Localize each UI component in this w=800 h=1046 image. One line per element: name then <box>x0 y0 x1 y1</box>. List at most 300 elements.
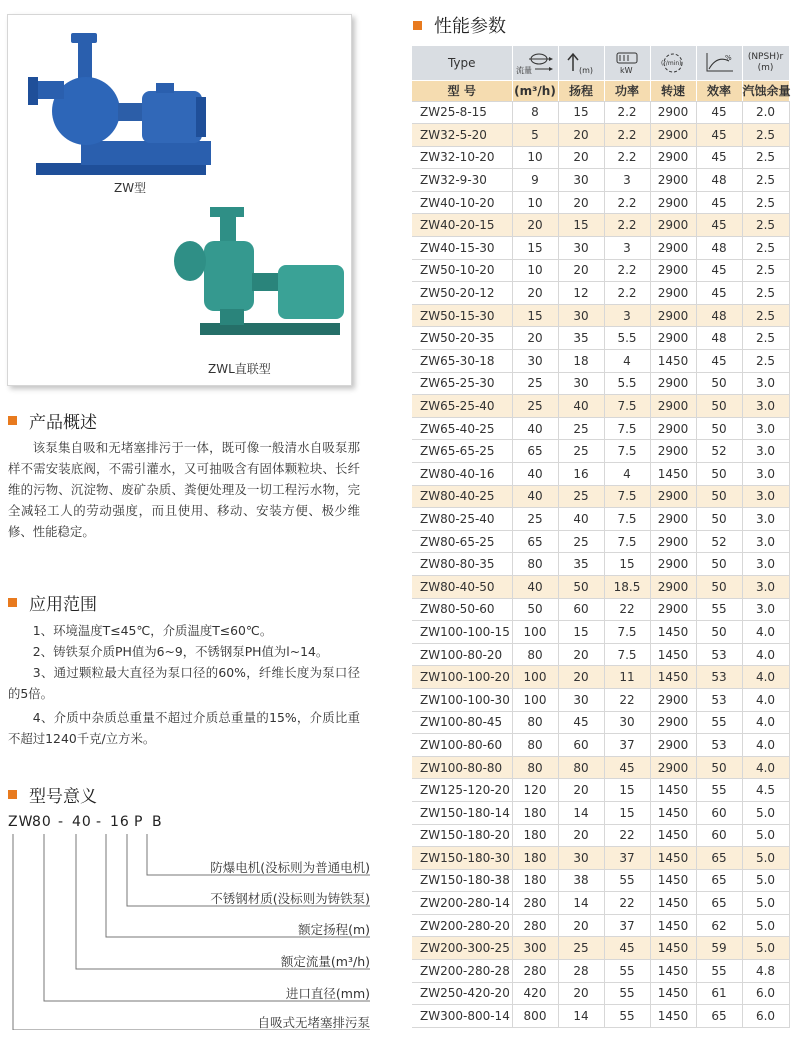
cell-flow: 100 <box>512 688 558 711</box>
cell-model: ZW200-280-28 <box>412 960 512 983</box>
cell-efficiency: 45 <box>696 124 742 147</box>
cell-power: 11 <box>604 666 650 689</box>
table-row <box>412 530 789 553</box>
cell-npsh: 3.0 <box>742 395 789 418</box>
cell-flow: 280 <box>512 892 558 915</box>
cell-head: 30 <box>558 304 604 327</box>
table-subheader-row <box>412 80 789 101</box>
cell-model: ZW50-10-20 <box>412 259 512 282</box>
table-row <box>412 937 789 960</box>
cell-npsh: 2.5 <box>742 259 789 282</box>
cell-efficiency: 45 <box>696 214 742 237</box>
table-row <box>412 914 789 937</box>
speed-unit: (r/min) <box>661 59 682 67</box>
cell-model: ZW150-180-14 <box>412 801 512 824</box>
table-row <box>412 191 789 214</box>
cell-model: ZW100-100-30 <box>412 688 512 711</box>
col-header-speed: 转速 <box>650 80 696 101</box>
cell-speed: 1450 <box>650 1005 696 1028</box>
scope-title-text: 应用范围 <box>29 595 97 615</box>
cell-model: ZW80-50-60 <box>412 598 512 621</box>
cell-efficiency: 65 <box>696 892 742 915</box>
cell-model: ZW32-5-20 <box>412 124 512 147</box>
cell-npsh: 2.5 <box>742 191 789 214</box>
cell-flow: 15 <box>512 237 558 260</box>
cell-head: 18 <box>558 350 604 373</box>
cell-power: 2.2 <box>604 214 650 237</box>
cell-power: 37 <box>604 734 650 757</box>
cell-power: 55 <box>604 869 650 892</box>
cell-head: 60 <box>558 598 604 621</box>
cell-npsh: 5.0 <box>742 824 789 847</box>
cell-model: ZW100-80-60 <box>412 734 512 757</box>
cell-flow: 25 <box>512 395 558 418</box>
cell-npsh: 2.5 <box>742 124 789 147</box>
cell-model: ZW100-100-15 <box>412 621 512 644</box>
cell-model: ZW50-15-30 <box>412 304 512 327</box>
cell-head: 28 <box>558 960 604 983</box>
cell-npsh: 2.5 <box>742 327 789 350</box>
cell-flow: 420 <box>512 982 558 1005</box>
scope-item: 3、通过颗粒最大直径为泵口径的60%，纤维长度为泵口径的5倍。 <box>8 665 360 701</box>
table-row <box>412 508 789 531</box>
cell-head: 25 <box>558 530 604 553</box>
cell-speed: 2900 <box>650 530 696 553</box>
cell-efficiency: 60 <box>696 824 742 847</box>
cell-speed: 1450 <box>650 982 696 1005</box>
cell-power: 22 <box>604 824 650 847</box>
table-row <box>412 327 789 350</box>
cell-power: 2.2 <box>604 124 650 147</box>
cell-efficiency: 45 <box>696 146 742 169</box>
cell-head: 20 <box>558 666 604 689</box>
cell-flow: 280 <box>512 914 558 937</box>
table-row <box>412 847 789 870</box>
cell-model: ZW32-10-20 <box>412 146 512 169</box>
cell-power: 15 <box>604 553 650 576</box>
cell-npsh: 5.0 <box>742 892 789 915</box>
flow-icon <box>515 51 555 75</box>
cell-npsh: 4.0 <box>742 711 789 734</box>
cell-power: 7.5 <box>604 395 650 418</box>
cell-head: 80 <box>558 756 604 779</box>
cell-speed: 2900 <box>650 327 696 350</box>
bullet-square-icon <box>8 416 17 425</box>
col-header-npsh: 汽蚀余量 <box>742 80 789 101</box>
cell-power: 7.5 <box>604 485 650 508</box>
cell-npsh: 3.0 <box>742 598 789 621</box>
table-row <box>412 756 789 779</box>
cell-model: ZW100-100-20 <box>412 666 512 689</box>
cell-power: 7.5 <box>604 530 650 553</box>
zw-pump-image <box>26 23 226 183</box>
cell-npsh: 3.0 <box>742 372 789 395</box>
cell-efficiency: 52 <box>696 440 742 463</box>
col-header-efficiency: 效率 <box>696 80 742 101</box>
cell-npsh: 3.0 <box>742 553 789 576</box>
table-row <box>412 688 789 711</box>
table-row <box>412 1005 789 1028</box>
cell-model: ZW150-180-38 <box>412 869 512 892</box>
cell-efficiency: 65 <box>696 847 742 870</box>
cell-flow: 10 <box>512 146 558 169</box>
efficiency-curve-icon <box>699 51 739 75</box>
table-row <box>412 101 789 124</box>
cell-efficiency: 45 <box>696 282 742 305</box>
cell-power: 22 <box>604 892 650 915</box>
cell-flow: 80 <box>512 643 558 666</box>
cell-head: 20 <box>558 914 604 937</box>
cell-power: 55 <box>604 960 650 983</box>
cell-flow: 300 <box>512 937 558 960</box>
cell-model: ZW80-25-40 <box>412 508 512 531</box>
header-type: Type <box>412 46 512 80</box>
header-head <box>558 46 604 80</box>
performance-title <box>413 12 506 38</box>
table-row <box>412 463 789 486</box>
table-row <box>412 124 789 147</box>
cell-npsh: 4.0 <box>742 688 789 711</box>
overview-title <box>8 408 97 433</box>
cell-npsh: 4.0 <box>742 666 789 689</box>
cell-model: ZW200-300-25 <box>412 937 512 960</box>
cell-head: 25 <box>558 485 604 508</box>
cell-flow: 8 <box>512 101 558 124</box>
cell-model: ZW150-180-20 <box>412 824 512 847</box>
cell-flow: 80 <box>512 756 558 779</box>
cell-npsh: 3.0 <box>742 463 789 486</box>
cell-efficiency: 65 <box>696 869 742 892</box>
cell-speed: 2900 <box>650 101 696 124</box>
cell-npsh: 2.5 <box>742 282 789 305</box>
cell-head: 35 <box>558 327 604 350</box>
cell-power: 15 <box>604 779 650 802</box>
cell-speed: 1450 <box>650 960 696 983</box>
cell-efficiency: 65 <box>696 1005 742 1028</box>
scope-item: 1、环境温度T≤45℃，介质温度T≤60℃。 <box>32 623 273 638</box>
cell-npsh: 4.8 <box>742 960 789 983</box>
cell-efficiency: 48 <box>696 327 742 350</box>
cell-speed: 2900 <box>650 598 696 621</box>
cell-speed: 2900 <box>650 417 696 440</box>
code-part: 40 <box>72 814 92 830</box>
cell-head: 25 <box>558 937 604 960</box>
cell-speed: 2900 <box>650 282 696 305</box>
cell-head: 20 <box>558 982 604 1005</box>
cell-power: 7.5 <box>604 440 650 463</box>
cell-head: 25 <box>558 440 604 463</box>
code-part: - <box>58 814 65 830</box>
table-row <box>412 395 789 418</box>
table-row <box>412 643 789 666</box>
code-part: P <box>134 814 144 830</box>
cell-speed: 2900 <box>650 485 696 508</box>
zwl-caption: ZWL直联型 <box>208 362 271 376</box>
cell-npsh: 5.0 <box>742 801 789 824</box>
table-row <box>412 960 789 983</box>
cell-model: ZW40-15-30 <box>412 237 512 260</box>
rotation-icon <box>653 51 693 75</box>
cell-model: ZW250-420-20 <box>412 982 512 1005</box>
cell-power: 7.5 <box>604 508 650 531</box>
flow-icon-label: 流量 <box>516 65 532 75</box>
cell-speed: 1450 <box>650 801 696 824</box>
cell-power: 5.5 <box>604 327 650 350</box>
cell-head: 15 <box>558 621 604 644</box>
cell-model: ZW65-25-30 <box>412 372 512 395</box>
cell-npsh: 3.0 <box>742 508 789 531</box>
cell-speed: 1450 <box>650 666 696 689</box>
cell-efficiency: 48 <box>696 237 742 260</box>
code-part: 80 <box>32 814 52 830</box>
cell-efficiency: 53 <box>696 643 742 666</box>
cell-flow: 180 <box>512 824 558 847</box>
cell-efficiency: 53 <box>696 688 742 711</box>
cell-speed: 2900 <box>650 508 696 531</box>
cell-speed: 1450 <box>650 914 696 937</box>
cell-power: 55 <box>604 982 650 1005</box>
cell-speed: 2900 <box>650 146 696 169</box>
cell-flow: 40 <box>512 485 558 508</box>
header-flow <box>512 46 558 80</box>
cell-flow: 120 <box>512 779 558 802</box>
cell-flow: 40 <box>512 463 558 486</box>
meaning-label: 不锈钢材质(没标则为铸铁泵) <box>210 891 370 906</box>
cell-model: ZW200-280-14 <box>412 892 512 915</box>
cell-power: 3 <box>604 237 650 260</box>
cell-efficiency: 52 <box>696 530 742 553</box>
cell-efficiency: 62 <box>696 914 742 937</box>
cell-flow: 800 <box>512 1005 558 1028</box>
cell-npsh: 4.0 <box>742 621 789 644</box>
cell-power: 22 <box>604 598 650 621</box>
cell-speed: 2900 <box>650 372 696 395</box>
cell-efficiency: 53 <box>696 666 742 689</box>
cell-efficiency: 50 <box>696 395 742 418</box>
power-unit: kW <box>620 65 633 75</box>
cell-flow: 40 <box>512 575 558 598</box>
performance-table <box>412 46 790 1028</box>
table-row <box>412 214 789 237</box>
bullet-square-icon <box>413 21 422 30</box>
bullet-square-icon <box>8 598 17 607</box>
table-row <box>412 553 789 576</box>
cell-flow: 180 <box>512 847 558 870</box>
cell-npsh: 4.5 <box>742 779 789 802</box>
cell-power: 7.5 <box>604 621 650 644</box>
cell-efficiency: 53 <box>696 734 742 757</box>
cell-speed: 1450 <box>650 869 696 892</box>
cell-model: ZW100-80-45 <box>412 711 512 734</box>
col-header-power: 功率 <box>604 80 650 101</box>
zwl-pump-image <box>170 205 350 355</box>
cell-power: 45 <box>604 756 650 779</box>
cell-npsh: 5.0 <box>742 914 789 937</box>
cell-flow: 20 <box>512 282 558 305</box>
cell-model: ZW50-20-12 <box>412 282 512 305</box>
table-row <box>412 711 789 734</box>
cell-power: 2.2 <box>604 101 650 124</box>
cell-model: ZW65-25-40 <box>412 395 512 418</box>
cell-npsh: 3.0 <box>742 485 789 508</box>
meaning-label: 额定流量(m³/h) <box>280 954 370 969</box>
cell-power: 2.2 <box>604 146 650 169</box>
motor-icon <box>607 51 647 75</box>
cell-flow: 80 <box>512 553 558 576</box>
scope-item: 4、介质中杂质总重量不超过介质总重量的15%，介质比重不超过1240千克/立方米。 <box>8 710 360 746</box>
scope-item: 2、铸铁泵介质PH值为6~9，不锈钢泵PH值为l~14。 <box>32 644 329 659</box>
cell-flow: 9 <box>512 169 558 192</box>
table-row <box>412 485 789 508</box>
cell-efficiency: 60 <box>696 801 742 824</box>
cell-npsh: 2.5 <box>742 304 789 327</box>
cell-head: 35 <box>558 553 604 576</box>
cell-flow: 10 <box>512 259 558 282</box>
cell-efficiency: 59 <box>696 937 742 960</box>
table-row <box>412 259 789 282</box>
cell-power: 2.2 <box>604 191 650 214</box>
cell-efficiency: 50 <box>696 621 742 644</box>
cell-model: ZW40-10-20 <box>412 191 512 214</box>
cell-speed: 1450 <box>650 621 696 644</box>
cell-head: 30 <box>558 688 604 711</box>
cell-power: 4 <box>604 350 650 373</box>
bullet-square-icon <box>8 790 17 799</box>
cell-speed: 1450 <box>650 643 696 666</box>
overview-title-text: 产品概述 <box>29 413 97 433</box>
cell-flow: 100 <box>512 666 558 689</box>
table-row <box>412 575 789 598</box>
cell-npsh: 3.0 <box>742 575 789 598</box>
cell-speed: 2900 <box>650 756 696 779</box>
header-efficiency <box>696 46 742 80</box>
cell-power: 30 <box>604 711 650 734</box>
cell-speed: 2900 <box>650 553 696 576</box>
cell-npsh: 2.5 <box>742 350 789 373</box>
cell-model: ZW80-80-35 <box>412 553 512 576</box>
cell-speed: 1450 <box>650 824 696 847</box>
code-part: B <box>152 814 163 830</box>
cell-flow: 10 <box>512 191 558 214</box>
col-header-model: 型 号 <box>412 80 512 101</box>
cell-flow: 180 <box>512 869 558 892</box>
cell-flow: 50 <box>512 598 558 621</box>
header-npsh <box>742 46 789 80</box>
cell-npsh: 2.5 <box>742 214 789 237</box>
cell-npsh: 6.0 <box>742 982 789 1005</box>
table-row <box>412 666 789 689</box>
cell-speed: 1450 <box>650 350 696 373</box>
cell-head: 20 <box>558 124 604 147</box>
zw-caption: ZW型 <box>114 181 147 195</box>
cell-speed: 2900 <box>650 214 696 237</box>
cell-npsh: 2.0 <box>742 101 789 124</box>
cell-head: 15 <box>558 214 604 237</box>
cell-efficiency: 50 <box>696 372 742 395</box>
cell-model: ZW150-180-30 <box>412 847 512 870</box>
table-row <box>412 304 789 327</box>
table-row <box>412 892 789 915</box>
cell-power: 55 <box>604 1005 650 1028</box>
cell-speed: 2900 <box>650 169 696 192</box>
cell-flow: 280 <box>512 960 558 983</box>
cell-npsh: 4.0 <box>742 734 789 757</box>
model-code <box>8 814 166 830</box>
cell-head: 20 <box>558 643 604 666</box>
cell-head: 20 <box>558 824 604 847</box>
cell-head: 16 <box>558 463 604 486</box>
table-row <box>412 372 789 395</box>
cell-efficiency: 48 <box>696 304 742 327</box>
table-row <box>412 982 789 1005</box>
overview-text <box>8 437 360 542</box>
cell-efficiency: 50 <box>696 417 742 440</box>
cell-efficiency: 45 <box>696 259 742 282</box>
cell-head: 50 <box>558 575 604 598</box>
cell-flow: 40 <box>512 417 558 440</box>
cell-efficiency: 45 <box>696 101 742 124</box>
cell-model: ZW125-120-20 <box>412 779 512 802</box>
cell-npsh: 4.0 <box>742 756 789 779</box>
table-row <box>412 237 789 260</box>
cell-head: 60 <box>558 734 604 757</box>
cell-head: 45 <box>558 711 604 734</box>
table-row <box>412 869 789 892</box>
table-row <box>412 417 789 440</box>
cell-model: ZW80-40-50 <box>412 575 512 598</box>
cell-flow: 80 <box>512 734 558 757</box>
performance-title-text: 性能参数 <box>434 16 506 37</box>
cell-head: 30 <box>558 237 604 260</box>
cell-model: ZW80-40-25 <box>412 485 512 508</box>
cell-head: 25 <box>558 417 604 440</box>
cell-npsh: 5.0 <box>742 937 789 960</box>
cell-power: 7.5 <box>604 417 650 440</box>
head-unit: (m) <box>579 65 594 75</box>
cell-model: ZW100-80-80 <box>412 756 512 779</box>
cell-npsh: 5.0 <box>742 869 789 892</box>
cell-efficiency: 55 <box>696 711 742 734</box>
cell-npsh: 2.5 <box>742 146 789 169</box>
cell-head: 40 <box>558 508 604 531</box>
code-part: ZW <box>8 814 34 830</box>
cell-speed: 1450 <box>650 779 696 802</box>
cell-head: 20 <box>558 259 604 282</box>
npsh-label: (NPSH)r <box>747 51 784 62</box>
table-row <box>412 734 789 757</box>
meaning-label: 进口直径(mm) <box>285 986 370 1001</box>
cell-speed: 2900 <box>650 711 696 734</box>
cell-efficiency: 55 <box>696 598 742 621</box>
cell-speed: 2900 <box>650 734 696 757</box>
overview-paragraph: 该泵集自吸和无堵塞排污于一体，既可像一般清水自吸泵那样不需安装底阀，不需引灌水，又可抽吸含有固体颗粒块、长纤维的污物、沉淀物、废矿杂质、粪便处理及一切工程污水物，完全减轻工人的劳动强度，而且使用、移动、安装方便、极少维修、性能稳定。 <box>8 440 360 539</box>
cell-speed: 2900 <box>650 688 696 711</box>
cell-model: ZW25-8-15 <box>412 101 512 124</box>
table-row <box>412 440 789 463</box>
cell-head: 20 <box>558 191 604 214</box>
cell-head: 20 <box>558 146 604 169</box>
cell-efficiency: 50 <box>696 508 742 531</box>
cell-power: 37 <box>604 847 650 870</box>
cell-efficiency: 55 <box>696 960 742 983</box>
cell-efficiency: 45 <box>696 191 742 214</box>
cell-flow: 5 <box>512 124 558 147</box>
cell-flow: 25 <box>512 372 558 395</box>
product-photo-panel <box>7 14 352 386</box>
cell-power: 3 <box>604 304 650 327</box>
code-part: - <box>96 814 103 830</box>
code-part: 16 <box>110 814 130 830</box>
